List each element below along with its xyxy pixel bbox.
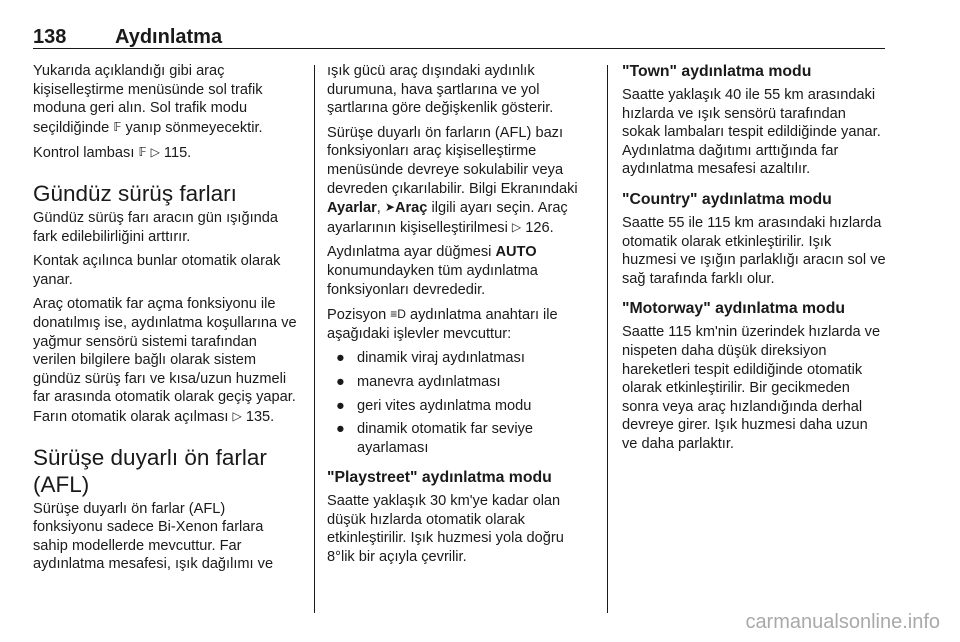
list-item bbox=[327, 349, 592, 368]
paragraph-text: Kontrol lambası bbox=[33, 145, 135, 162]
paragraph-text: aydınlatma anahtarı ile aşağıdaki işlevler mevcuttur: bbox=[327, 307, 558, 342]
column-right bbox=[622, 62, 887, 460]
bullet-icon: ● bbox=[336, 397, 345, 414]
section-heading: Gündüz sürüş farları bbox=[33, 180, 237, 206]
list-item bbox=[327, 373, 592, 392]
menu-arrow-icon: ➤ bbox=[384, 200, 395, 215]
afl-indicator-icon: 𝔽 bbox=[113, 119, 122, 134]
subsection-heading: "Motorway" aydınlatma modu bbox=[622, 300, 845, 318]
list-item-text: manevra aydınlatması bbox=[357, 373, 501, 390]
paragraph-text: Pozisyon bbox=[327, 307, 387, 324]
page-reference[interactable]: 126. bbox=[525, 219, 554, 236]
separator: , bbox=[376, 200, 381, 217]
column-divider bbox=[607, 65, 608, 613]
list-item-text: geri vites aydınlatma modu bbox=[357, 397, 532, 414]
paragraph: Saatte 55 ile 115 km arasındaki hızlarda otomatik olarak etkinleştirilir. Işık huzmesi ve ışığın parlaklığı aracın sol ve sağ tarafında farklı olur. bbox=[622, 214, 886, 287]
afl-indicator-icon: 𝔽 bbox=[138, 145, 147, 160]
chapter-title: Aydınlatma bbox=[115, 26, 223, 48]
paragraph: Gündüz sürüş farı aracın gün ışığında fark edilebilirliğini arttırır. bbox=[33, 209, 278, 245]
paragraph bbox=[33, 143, 298, 163]
paragraph-text: yanıp sönmeyecektir. bbox=[125, 119, 263, 136]
column-middle bbox=[327, 62, 592, 573]
list-item-text: dinamik viraj aydınlatması bbox=[357, 350, 525, 367]
column-divider bbox=[314, 65, 315, 613]
paragraph-text: Aydınlatma ayar düğmesi bbox=[327, 244, 492, 261]
watermark: carmanualsonline.info bbox=[745, 611, 940, 633]
menu-term: Araç bbox=[394, 200, 428, 217]
page-number: 138 bbox=[33, 26, 67, 48]
bullet-icon: ● bbox=[336, 350, 345, 367]
paragraph: Sürüşe duyarlı ön farlar (AFL) fonksiyonu sadece Bi-Xenon farlara sahip modellerde mevcuttur. Far aydınlatma mesafesi, ışık dağılımı ve bbox=[33, 500, 274, 573]
paragraph: ışık gücü araç dışındaki aydınlık durumuna, hava şartlarına ve yol şartlarına göre değişkenlik gösterir. bbox=[327, 63, 554, 117]
paragraph-text: ilgili ayarı seçin. Araç ayarlarının kişiselleştirilmesi bbox=[327, 200, 568, 236]
bullet-icon: ● bbox=[336, 373, 345, 390]
list-item bbox=[327, 397, 592, 416]
paragraph-text: Araç otomatik far açma fonksiyonu ile donatılmış ise, aydınlatma koşullarına ve yağmur sensörü sistemi tarafından verilen bilgilere bağlı olarak sistem gündüz sürüş farı ve kısa/uzun huzmeli far arasında otomatik olarak geçiş yapar. Farın otomatik olarak açılması bbox=[33, 296, 297, 425]
menu-term: Ayarlar bbox=[327, 200, 377, 217]
paragraph-text: Sürüşe duyarlı ön farların (AFL) bazı fonksiyonları araç kişiselleştirme menüsünde devreye sokulabilir veya devreden çıkarılabilir. Bilgi Ekranındaki bbox=[327, 124, 578, 197]
page-reference-icon: ▷ bbox=[232, 408, 242, 423]
paragraph: Saatte yaklaşık 40 ile 55 km arasındaki hızlarda ve ışık sensörü tarafından sokak lambaları tespit edildiğinde yanar. Aydınlatma dağıtımı arttığında far aydınlatma mesafesi azaltılır. bbox=[622, 87, 881, 178]
paragraph-text: konumundayken tüm aydınlatma fonksiyonları devrededir. bbox=[327, 262, 538, 298]
paragraph bbox=[327, 305, 592, 343]
paragraph: Saatte 115 km'nin üzerindek hızlarda ve nispeten daha düşük direksiyon hareketleri tespit edildiğinde otomatik olarak etkinleştirilir. Bir gecikmeden sonra veya araç hızlandığında derhal devreye girer. Işık huzmesi daha uzun ve daha parlaktır. bbox=[622, 324, 881, 452]
page-reference[interactable]: 135. bbox=[245, 408, 275, 425]
control-term: AUTO bbox=[495, 244, 537, 261]
list-item-text: dinamik otomatik far seviye ayarlaması bbox=[357, 421, 534, 456]
list-item bbox=[327, 420, 592, 457]
feature-list bbox=[327, 349, 592, 457]
page-reference-icon: ▷ bbox=[150, 145, 160, 160]
page-reference-icon: ▷ bbox=[511, 219, 522, 234]
paragraph: Saatte yaklaşık 30 km'ye kadar olan düşük hızlarda otomatik olarak etkinleştirilir. Işık huzmesi yola doğru 8°lik bir açıyla çevrilir. bbox=[327, 493, 564, 566]
bullet-icon: ● bbox=[336, 421, 345, 438]
column-left bbox=[33, 62, 298, 580]
headlight-position-icon: ≡D bbox=[390, 307, 406, 322]
paragraph bbox=[33, 62, 298, 137]
section-heading: Sürüşe duyarlı ön farlar (AFL) bbox=[33, 444, 267, 497]
subsection-heading: "Playstreet" aydınlatma modu bbox=[327, 469, 552, 487]
paragraph bbox=[33, 295, 298, 426]
paragraph bbox=[327, 243, 592, 299]
paragraph bbox=[327, 124, 592, 238]
paragraph-text: Yukarıda açıklandığı gibi araç kişiselleştirme menüsünde sol trafik moduna geri alın. Sol trafik modu seçildiğinde bbox=[33, 63, 263, 136]
paragraph: Kontak açılınca bunlar otomatik olarak yanar. bbox=[33, 253, 281, 288]
page-header bbox=[33, 0, 885, 49]
page-reference[interactable]: 115. bbox=[163, 145, 192, 162]
subsection-heading: "Country" aydınlatma modu bbox=[622, 190, 832, 208]
subsection-heading: "Town" aydınlatma modu bbox=[622, 63, 812, 80]
